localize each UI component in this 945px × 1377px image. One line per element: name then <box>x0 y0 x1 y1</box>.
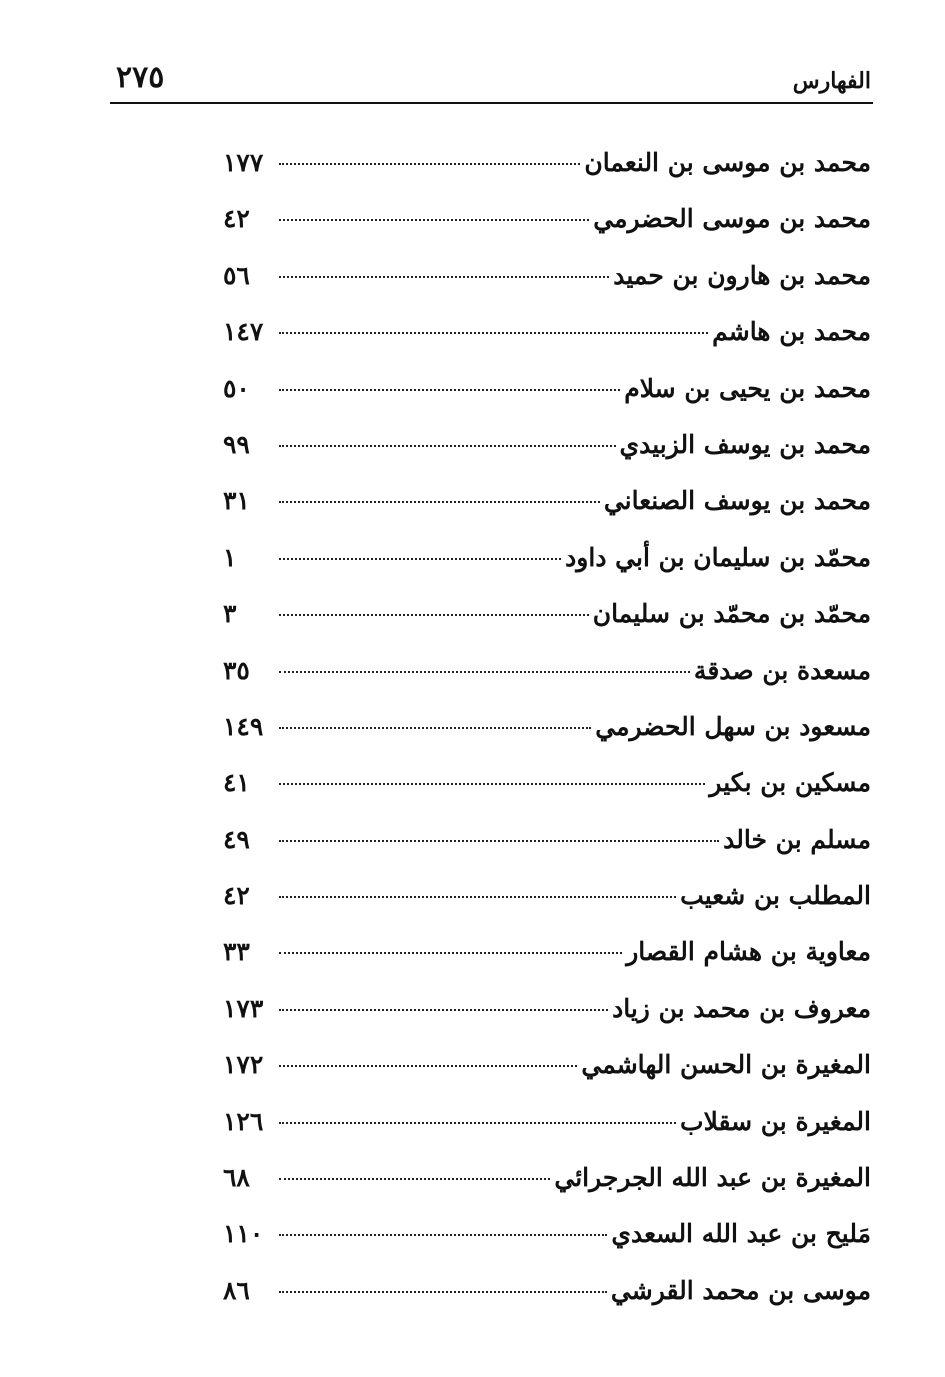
entry-page-number: ٩٩ <box>223 429 250 459</box>
dot-leader <box>279 896 676 898</box>
entry-name: محمد بن موسى الحضرمي <box>593 204 871 234</box>
entry-page-number: ١٤٩ <box>223 711 264 741</box>
dot-leader <box>279 727 591 729</box>
entry-page-number: ٦٨ <box>223 1163 250 1193</box>
dot-leader <box>279 952 622 954</box>
index-entry <box>223 304 871 360</box>
dot-leader <box>279 1178 550 1180</box>
dot-leader <box>279 614 589 616</box>
entry-page-number: ١ <box>223 542 237 572</box>
index-entry <box>223 530 871 586</box>
entry-page-number: ٣ <box>223 599 237 629</box>
index-entry <box>223 699 871 755</box>
dot-leader <box>279 558 561 560</box>
dot-leader <box>279 1009 608 1011</box>
index-entry <box>223 417 871 473</box>
page-number: ٢٧٥ <box>116 60 165 95</box>
entry-name: موسى بن محمد القرشي <box>610 1275 871 1305</box>
entry-name: المغيرة بن سقلاب <box>680 1106 871 1136</box>
index-entry <box>223 1094 871 1150</box>
entry-page-number: ١٧٧ <box>223 148 264 177</box>
entry-name: محمد بن يحيى بن سلام <box>624 373 871 403</box>
index-entry <box>223 1263 871 1319</box>
index-entry <box>223 1206 871 1262</box>
dot-leader <box>279 1234 607 1236</box>
index-entry <box>223 981 871 1037</box>
entry-name: محمد بن موسى بن النعمان <box>584 148 871 177</box>
header-divider <box>110 102 873 104</box>
index-entry <box>223 586 871 642</box>
entry-page-number: ٣١ <box>223 486 250 516</box>
entry-name: معاوية بن هشام القصار <box>626 937 871 967</box>
dot-leader <box>279 332 708 334</box>
index-list <box>223 135 871 1319</box>
entry-page-number: ٤٢ <box>223 881 250 911</box>
entry-name: معروف بن محمد بن زياد <box>612 993 871 1023</box>
index-entry <box>223 868 871 924</box>
entry-name: المغيرة بن الحسن الهاشمي <box>581 1050 871 1080</box>
page-header <box>110 56 871 106</box>
index-entry <box>223 812 871 868</box>
dot-leader <box>279 219 589 221</box>
index-entry <box>223 473 871 529</box>
entry-page-number: ٥٠ <box>223 373 250 403</box>
dot-leader <box>279 501 600 503</box>
dot-leader <box>279 276 609 278</box>
entry-name: محمد بن يوسف الصنعاني <box>603 486 871 516</box>
index-entry <box>223 248 871 304</box>
dot-leader <box>279 1291 607 1293</box>
entry-page-number: ٥٦ <box>223 260 250 290</box>
index-entry <box>223 1037 871 1093</box>
entry-name: محمّد بن سليمان بن أبي داود <box>565 542 871 572</box>
entry-name: مسعدة بن صدقة <box>693 655 871 685</box>
dot-leader <box>279 671 690 673</box>
entry-page-number: ٨٦ <box>223 1275 250 1305</box>
entry-page-number: ٤٢ <box>223 204 250 234</box>
entry-page-number: ١١٠ <box>223 1219 264 1249</box>
entry-page-number: ١٢٦ <box>223 1106 264 1136</box>
index-entry <box>223 924 871 980</box>
dot-leader <box>279 1065 577 1067</box>
index-entry <box>223 643 871 699</box>
section-title: الفهارس <box>792 68 871 94</box>
entry-page-number: ١٤٧ <box>223 317 264 347</box>
dot-leader <box>279 1122 676 1124</box>
dot-leader <box>279 389 620 391</box>
entry-name: مسعود بن سهل الحضرمي <box>595 711 871 741</box>
index-entry <box>223 1150 871 1206</box>
entry-page-number: ٤٩ <box>223 824 250 854</box>
entry-name: محمد بن هاشم <box>712 317 871 347</box>
entry-name: محمّد بن محمّد بن سليمان <box>592 599 871 629</box>
dot-leader <box>279 445 616 447</box>
dot-leader <box>279 840 719 842</box>
entry-name: المغيرة بن عبد الله الجرجرائي <box>554 1163 871 1193</box>
index-entry <box>223 135 871 191</box>
entry-name: محمد بن هارون بن حميد <box>613 260 871 290</box>
dot-leader <box>279 783 705 785</box>
entry-name: مسلم بن خالد <box>723 824 871 854</box>
entry-page-number: ١٧٢ <box>223 1050 264 1080</box>
index-entry <box>223 755 871 811</box>
index-entry <box>223 191 871 247</box>
entry-name: مَليح بن عبد الله السعدي <box>611 1219 871 1249</box>
index-entry <box>223 361 871 417</box>
entry-page-number: ٤١ <box>223 768 250 798</box>
entry-page-number: ٣٣ <box>223 937 250 967</box>
dot-leader <box>279 163 580 165</box>
entry-page-number: ٣٥ <box>223 655 250 685</box>
entry-name: المطلب بن شعيب <box>680 881 871 911</box>
entry-name: مسكين بن بكير <box>709 768 871 798</box>
entry-name: محمد بن يوسف الزبيدي <box>619 429 871 459</box>
entry-page-number: ١٧٣ <box>223 993 264 1023</box>
